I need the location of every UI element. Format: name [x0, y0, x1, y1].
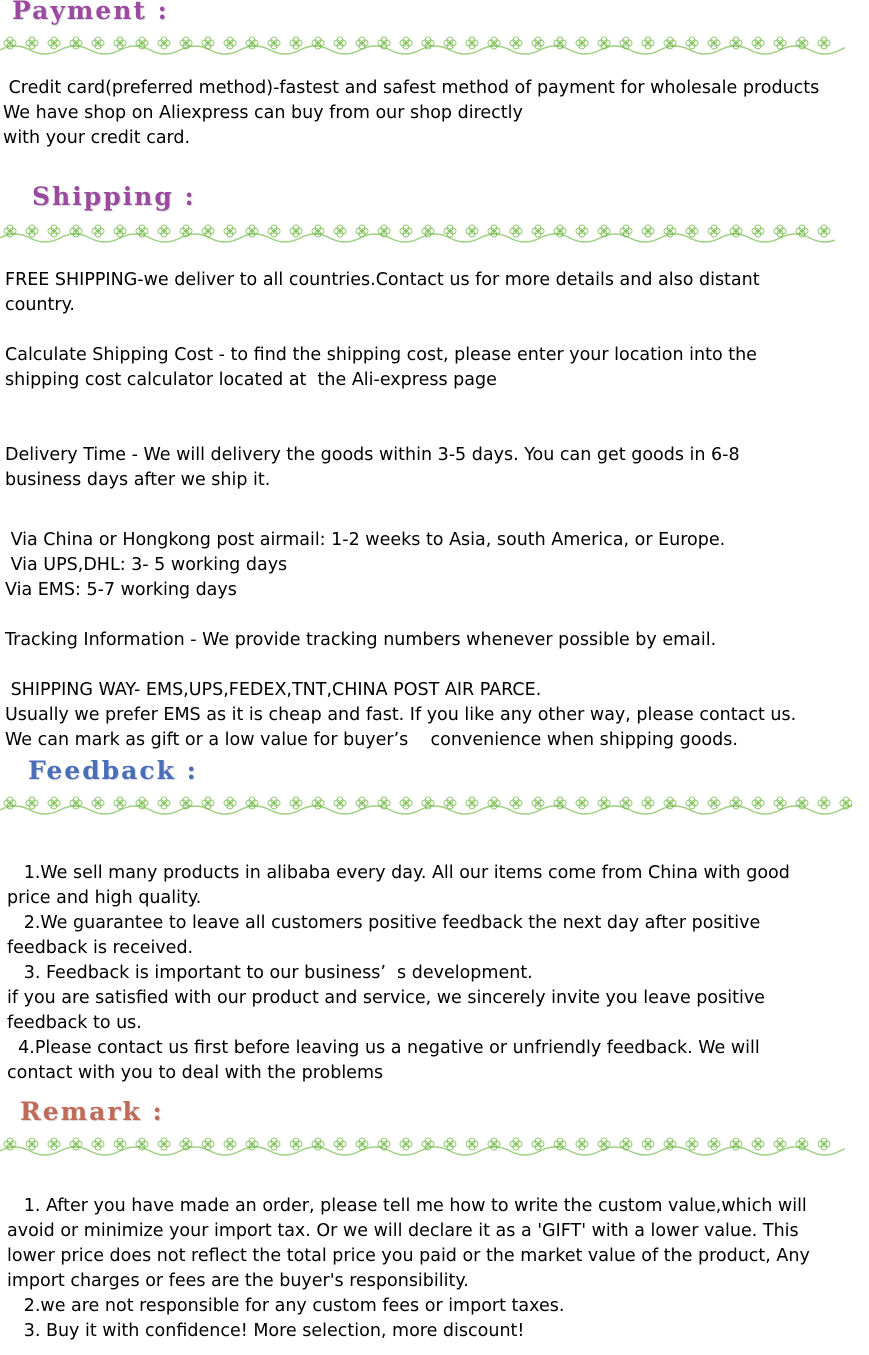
clover-leaf-icon [818, 37, 830, 49]
clover-leaf-icon [752, 225, 764, 237]
clover-leaf-icon [48, 1138, 60, 1150]
shipping-vine-divider [0, 214, 835, 260]
clover-leaf-icon [576, 37, 588, 49]
clover-leaf-icon [158, 797, 170, 809]
clover-leaf-icon [268, 797, 280, 809]
shipping-line: SHIPPING WAY- EMS,UPS,FEDEX,TNT,CHINA POST AIR PARCE. [5, 680, 542, 700]
clover-leaf-icon [532, 225, 544, 237]
clover-leaf-icon [92, 37, 104, 49]
payment-line: Credit card(preferred method)-fastest and safest method of payment for wholesale products [3, 78, 820, 98]
remark-line: avoid or minimize your import tax. Or we will declare it as a 'GIFT' with a lower value. This [7, 1221, 799, 1241]
shipping-line: Calculate Shipping Cost - to find the shipping cost, please enter your location into the [5, 345, 757, 365]
shipping-line: Via UPS,DHL: 3- 5 working days [5, 555, 288, 575]
clover-leaf-icon [444, 37, 456, 49]
clover-leaf-icon [400, 37, 412, 49]
clover-leaf-icon [642, 37, 654, 49]
clover-leaf-icon [114, 37, 126, 49]
feedback-vine-divider [0, 786, 852, 832]
shipping-line: business days after we ship it. [5, 470, 271, 490]
clover-leaf-icon [532, 797, 544, 809]
clover-leaf-icon [708, 37, 720, 49]
feedback-line: feedback to us. [7, 1013, 142, 1033]
clover-leaf-icon [642, 797, 654, 809]
clover-leaf-icon [48, 797, 60, 809]
clover-leaf-icon [708, 1138, 720, 1150]
clover-leaf-icon [400, 797, 412, 809]
remark-vine-divider [0, 1127, 845, 1173]
remark-line: 1. After you have made an order, please tell me how to write the custom value,which will [7, 1196, 807, 1216]
clover-leaf-icon [818, 225, 830, 237]
clover-leaf-icon [774, 797, 786, 809]
clover-leaf-icon [92, 1138, 104, 1150]
clover-leaf-icon [752, 797, 764, 809]
clover-leaf-icon [114, 1138, 126, 1150]
clover-leaf-icon [444, 1138, 456, 1150]
payment-heading: Payment : [12, 0, 169, 25]
feedback-line: price and high quality. [7, 888, 202, 908]
clover-leaf-icon [334, 1138, 346, 1150]
feedback-heading: Feedback : [28, 756, 198, 785]
shipping-line: Delivery Time - We will delivery the goods within 3-5 days. You can get goods in 6-8 [5, 445, 740, 465]
clover-leaf-icon [400, 225, 412, 237]
shipping-line: Via China or Hongkong post airmail: 1-2 weeks to Asia, south America, or Europe. [5, 530, 726, 550]
clover-leaf-icon [26, 797, 38, 809]
clover-leaf-icon [686, 797, 698, 809]
clover-leaf-icon [224, 37, 236, 49]
feedback-line: contact with you to deal with the problems [7, 1063, 384, 1083]
feedback-line: feedback is received. [7, 938, 194, 958]
clover-leaf-icon [26, 1138, 38, 1150]
clover-leaf-icon [532, 1138, 544, 1150]
clover-leaf-icon [818, 797, 830, 809]
remark-heading: Remark : [20, 1097, 164, 1126]
clover-leaf-icon [774, 225, 786, 237]
remark-line: import charges or fees are the buyer's responsibility. [7, 1271, 469, 1291]
clover-leaf-icon [510, 225, 522, 237]
payment-line: We have shop on Aliexpress can buy from our shop directly [3, 103, 523, 123]
feedback-line: if you are satisfied with our product and service, we sincerely invite you leave positive [7, 988, 765, 1008]
clover-leaf-icon [686, 225, 698, 237]
clover-leaf-icon [48, 225, 60, 237]
shipping-line: Tracking Information - We provide tracking numbers whenever possible by email. [5, 630, 717, 650]
clover-leaf-icon [444, 225, 456, 237]
clover-leaf-icon [114, 225, 126, 237]
clover-leaf-icon [708, 797, 720, 809]
feedback-line: 2.We guarantee to leave all customers positive feedback the next day after positive [7, 913, 761, 933]
clover-leaf-icon [818, 1138, 830, 1150]
clover-leaf-icon [510, 1138, 522, 1150]
clover-leaf-icon [686, 37, 698, 49]
shipping-heading: Shipping : [32, 182, 196, 211]
payment-line: with your credit card. [3, 128, 191, 148]
clover-leaf-icon [26, 225, 38, 237]
clover-leaf-icon [158, 37, 170, 49]
clover-leaf-icon [290, 797, 302, 809]
clover-leaf-icon [400, 1138, 412, 1150]
shipping-line: We can mark as gift or a low value for buyer’s convenience when shipping goods. [5, 730, 738, 750]
clover-leaf-icon [686, 1138, 698, 1150]
clover-leaf-icon [268, 37, 280, 49]
clover-leaf-icon [268, 225, 280, 237]
shipping-line: country. [5, 295, 75, 315]
clover-leaf-icon [224, 1138, 236, 1150]
remark-line: lower price does not reflect the total price you paid or the market value of the product, Any [7, 1246, 810, 1266]
clover-leaf-icon [466, 225, 478, 237]
clover-leaf-icon [708, 225, 720, 237]
remark-line: 2.we are not responsible for any custom fees or import taxes. [7, 1296, 565, 1316]
feedback-line: 3. Feedback is important to our business’ s development. [7, 963, 533, 983]
clover-leaf-icon [466, 797, 478, 809]
clover-leaf-icon [774, 37, 786, 49]
clover-leaf-icon [510, 797, 522, 809]
clover-leaf-icon [466, 37, 478, 49]
clover-leaf-icon [224, 225, 236, 237]
clover-leaf-icon [158, 225, 170, 237]
payment-vine-divider [0, 26, 845, 72]
shipping-line: shipping cost calculator located at the Ali-express page [5, 370, 497, 390]
clover-leaf-icon [114, 797, 126, 809]
clover-leaf-icon [290, 225, 302, 237]
shipping-line: Usually we prefer EMS as it is cheap and fast. If you like any other way, please contact us. [5, 705, 797, 725]
clover-leaf-icon [642, 1138, 654, 1150]
clover-leaf-icon [92, 797, 104, 809]
clover-leaf-icon [334, 37, 346, 49]
shipping-line: Via EMS: 5-7 working days [5, 580, 237, 600]
clover-leaf-icon [532, 37, 544, 49]
clover-leaf-icon [510, 37, 522, 49]
clover-leaf-icon [576, 1138, 588, 1150]
remark-line: 3. Buy it with confidence! More selection, more discount! [7, 1321, 525, 1341]
clover-leaf-icon [268, 1138, 280, 1150]
feedback-line: 4.Please contact us first before leaving us a negative or unfriendly feedback. We will [7, 1038, 760, 1058]
clover-leaf-icon [26, 37, 38, 49]
clover-leaf-icon [158, 1138, 170, 1150]
clover-leaf-icon [334, 797, 346, 809]
clover-leaf-icon [466, 1138, 478, 1150]
clover-leaf-icon [444, 797, 456, 809]
clover-leaf-icon [48, 37, 60, 49]
clover-leaf-icon [290, 1138, 302, 1150]
clover-leaf-icon [224, 797, 236, 809]
clover-leaf-icon [752, 37, 764, 49]
clover-leaf-icon [290, 37, 302, 49]
clover-leaf-icon [642, 225, 654, 237]
clover-leaf-icon [576, 225, 588, 237]
feedback-line: 1.We sell many products in alibaba every day. All our items come from China with good [7, 863, 790, 883]
clover-leaf-icon [92, 225, 104, 237]
shipping-line: FREE SHIPPING-we deliver to all countries.Contact us for more details and also distant [5, 270, 760, 290]
clover-leaf-icon [334, 225, 346, 237]
clover-leaf-icon [752, 1138, 764, 1150]
clover-leaf-icon [774, 1138, 786, 1150]
clover-leaf-icon [576, 797, 588, 809]
